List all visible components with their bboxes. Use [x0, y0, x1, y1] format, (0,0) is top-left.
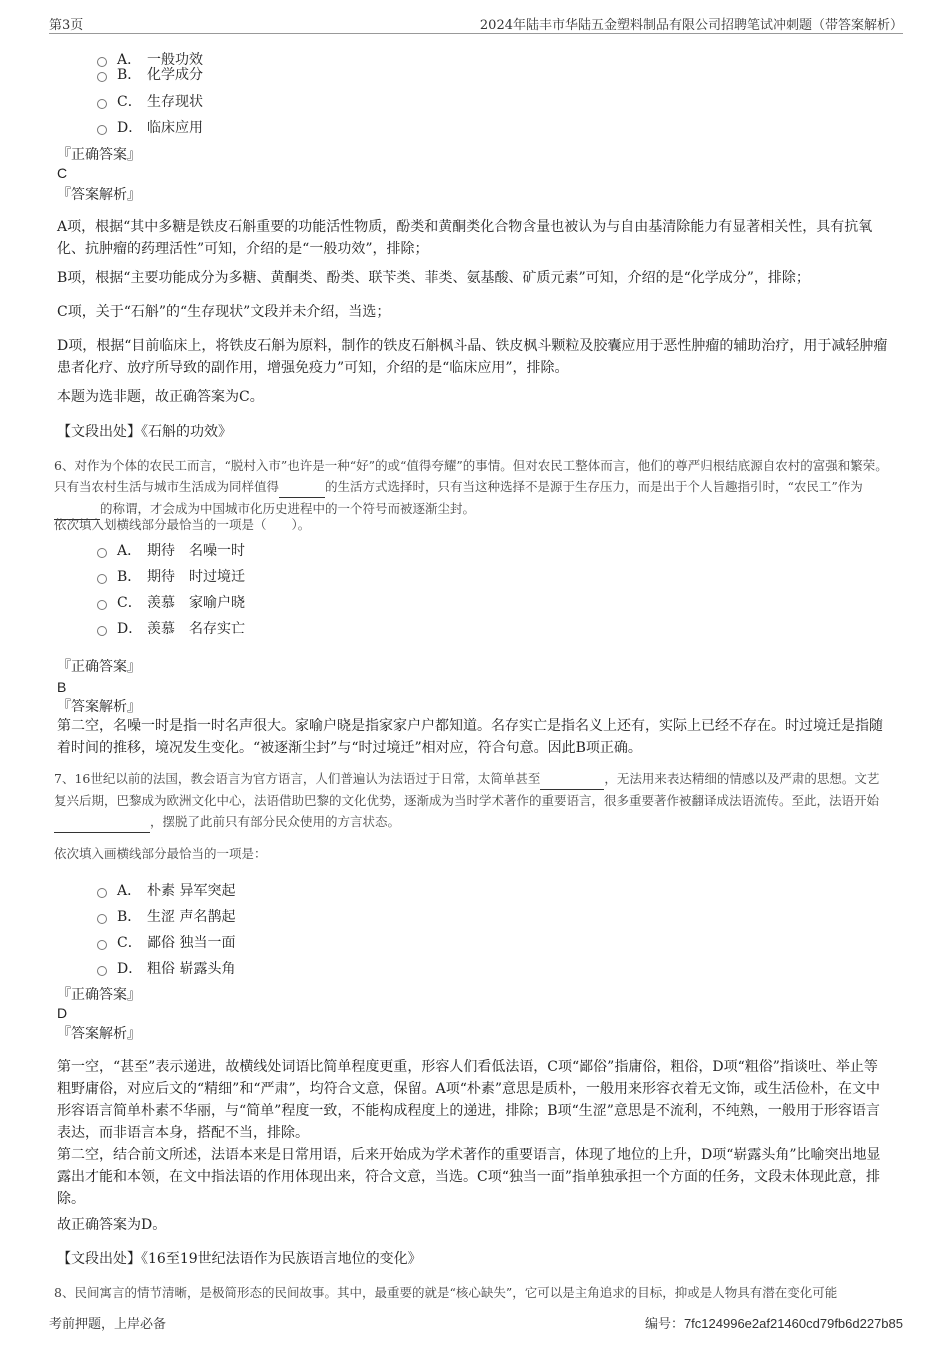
radio-icon[interactable] [97, 600, 107, 610]
q5-option-d[interactable]: D． 临床应用 [97, 117, 203, 137]
q5-analysis-label: 『答案解析』 [57, 187, 141, 203]
q5-analysis-c: C项，关于“石斛”的“生存现状”文段并未介绍，当选； [57, 304, 391, 320]
radio-icon[interactable] [97, 626, 107, 636]
radio-icon[interactable] [97, 966, 107, 976]
q5-analysis-b: B项，根据“主要功能成分为多糖、黄酮类、酚类、联苄类、菲类、氨基酸、矿质元素”可知，介绍的是“化学成分”，排除； [57, 270, 810, 286]
q7-stem: 7、16世纪以前的法国，教会语言为官方语言，人们普遍认为法语过于日常，太简单甚至 ，无法用来表达精细的情感以及严肃的思想。文艺复兴后期，巴黎成为欧洲文化中心，法语借助巴黎的文化优势，逐渐成为当时学术著作的重要语言，很多重要著作被翻译成法语流传。至此，法语开始 ，摆脱了此前只有部分民众使用的方言状态。 [54, 768, 890, 833]
q6-stem: 6、对作为个体的农民工而言，“脱村入市”也许是一种“好”的或“值得夸耀”的事情。但对农民工整体而言，他们的尊严归根结底源自农村的富强和繁荣。只有当农村生活与城市生活成为同样值得 的生活方式选择时，只有当这种选择不是源于生存压力，而是出于个人旨趣指引时，“农民工”作为 的称谓，才会成为中国城市化历史进程中的一个符号而被逐渐尘封。 [54, 455, 890, 520]
q5-conclusion: 本题为选非题，故正确答案为C。 [57, 389, 264, 405]
footer-slogan: 考前押题，上岸必备 [49, 1317, 167, 1332]
radio-icon[interactable] [97, 125, 107, 135]
radio-icon[interactable] [97, 574, 107, 584]
header-divider [49, 33, 903, 34]
q6-option-c[interactable]: C． 羡慕 家喻户晓 [97, 592, 245, 612]
q7-answer-label: 『正确答案』 [57, 987, 141, 1003]
q7-option-a[interactable]: A． 朴素 异军突起 [97, 880, 235, 900]
q6-option-a[interactable]: A． 期待 名噪一时 [97, 540, 245, 560]
radio-icon[interactable] [97, 548, 107, 558]
radio-icon[interactable] [97, 888, 107, 898]
q5-option-b[interactable]: B． 化学成分 [97, 64, 203, 84]
q7-answer: D [57, 1005, 68, 1021]
radio-icon[interactable] [97, 914, 107, 924]
q7-analysis-2: 第二空，结合前文所述，法语本来是日常用语，后来开始成为学术著作的重要语言，体现了地位的上升，D项“崭露头角”比喻突出地显露出才能和本领，在文中指法语的作用体现出来，符合文意，当选。C项“独当一面”指单独承担一个方面的任务，文段未体现此意，排除。 [57, 1147, 881, 1207]
q7-option-b[interactable]: B． 生涩 声名鹊起 [97, 906, 235, 926]
q7-option-c[interactable]: C． 鄙俗 独当一面 [97, 932, 235, 952]
q7-analysis-label: 『答案解析』 [57, 1026, 141, 1042]
radio-icon[interactable] [97, 940, 107, 950]
q5-analysis-a: A项，根据“其中多糖是铁皮石斛重要的功能活性物质，酚类和黄酮类化合物含量也被认为与自由基清除能力有显著相关性，具有抗氧化、抗肿瘤的药理活性”可知，介绍的是“一般功效”，排除； [57, 219, 873, 257]
q5-option-a[interactable]: A． 一般功效 [97, 49, 203, 69]
q6-analysis: 第二空，名噪一时是指一时名声很大。家喻户晓是指家家户户都知道。名存实亡是指名义上还有，实际上已经不存在。时过境迁是指随着时间的推移，境况发生变化。“被逐渐尘封”与“时过境迁”相对应，符合句意。因此B项正确。 [57, 718, 883, 756]
q7-source: 【文段出处】《16至19世纪法语作为民族语言地位的变化》 [57, 1251, 422, 1267]
radio-icon[interactable] [97, 72, 107, 82]
q5-source: 【文段出处】《石斛的功效》 [57, 424, 232, 440]
document-title: 2024年陆丰市华陆五金塑料制品有限公司招聘笔试冲刺题（带答案解析） [479, 18, 903, 33]
radio-icon[interactable] [97, 99, 107, 109]
q7-analysis-1: 第一空，“甚至”表示递进，故横线处词语比简单程度更重，形容人们看低法语，C项“鄙俗”指庸俗，粗俗，D项“粗俗”指谈吐、举止等粗野庸俗，对应后文的“精细”和“严肃”，均符合文意，保留。A项“朴素”意思是质朴，一般用来形容衣着无文饰，或生活俭朴，在文中形容语言简单朴素不华丽，与“简单”程度一致，不能构成程度上的递进，排除；B项“生涩”意思是不流利，不纯熟，一般用于形容语言表达，而非语言本身，搭配不当，排除。 [57, 1059, 881, 1141]
page-header [49, 14, 903, 34]
document-id: 编号：7fc124996e2af21460cd79fb6d227b85 [644, 1316, 903, 1331]
q6-analysis-label: 『答案解析』 [57, 699, 141, 715]
q7-option-d[interactable]: D． 粗俗 崭露头角 [97, 958, 235, 978]
blank [540, 768, 604, 790]
q5-answer-label: 『正确答案』 [57, 147, 141, 163]
q6-option-d[interactable]: D． 羡慕 名存实亡 [97, 618, 245, 638]
q7-prompt: 依次填入画横线部分最恰当的一项是： [54, 846, 267, 861]
blank [54, 811, 150, 833]
q6-answer: B [57, 679, 67, 695]
blank [279, 476, 325, 498]
q6-prompt: 依次填入划横线部分最恰当的一项是（ ）。 [54, 517, 311, 532]
q5-option-c[interactable]: C． 生存现状 [97, 91, 203, 111]
page-number: 第3页 [49, 18, 84, 33]
q6-option-b[interactable]: B． 期待 时过境迁 [97, 566, 245, 586]
q6-answer-label: 『正确答案』 [57, 659, 141, 675]
q5-analysis-d: D项，根据“目前临床上，将铁皮石斛为原料，制作的铁皮石斛枫斗晶、铁皮枫斗颗粒及胶囊应用于恶性肿瘤的辅助治疗，用于减轻肿瘤患者化疗、放疗所导致的副作用，增强免疫力”可知，介绍的是“临床应用”，排除。 [57, 338, 888, 376]
q5-answer: C [57, 165, 68, 181]
q8-stem: 8、民间寓言的情节清晰，是极简形态的民间故事。其中，最重要的就是“核心缺失”，它可以是主角追求的目标，抑或是人物具有潜在变化可能 [54, 1285, 838, 1300]
q7-conclusion: 故正确答案为D。 [57, 1217, 167, 1233]
